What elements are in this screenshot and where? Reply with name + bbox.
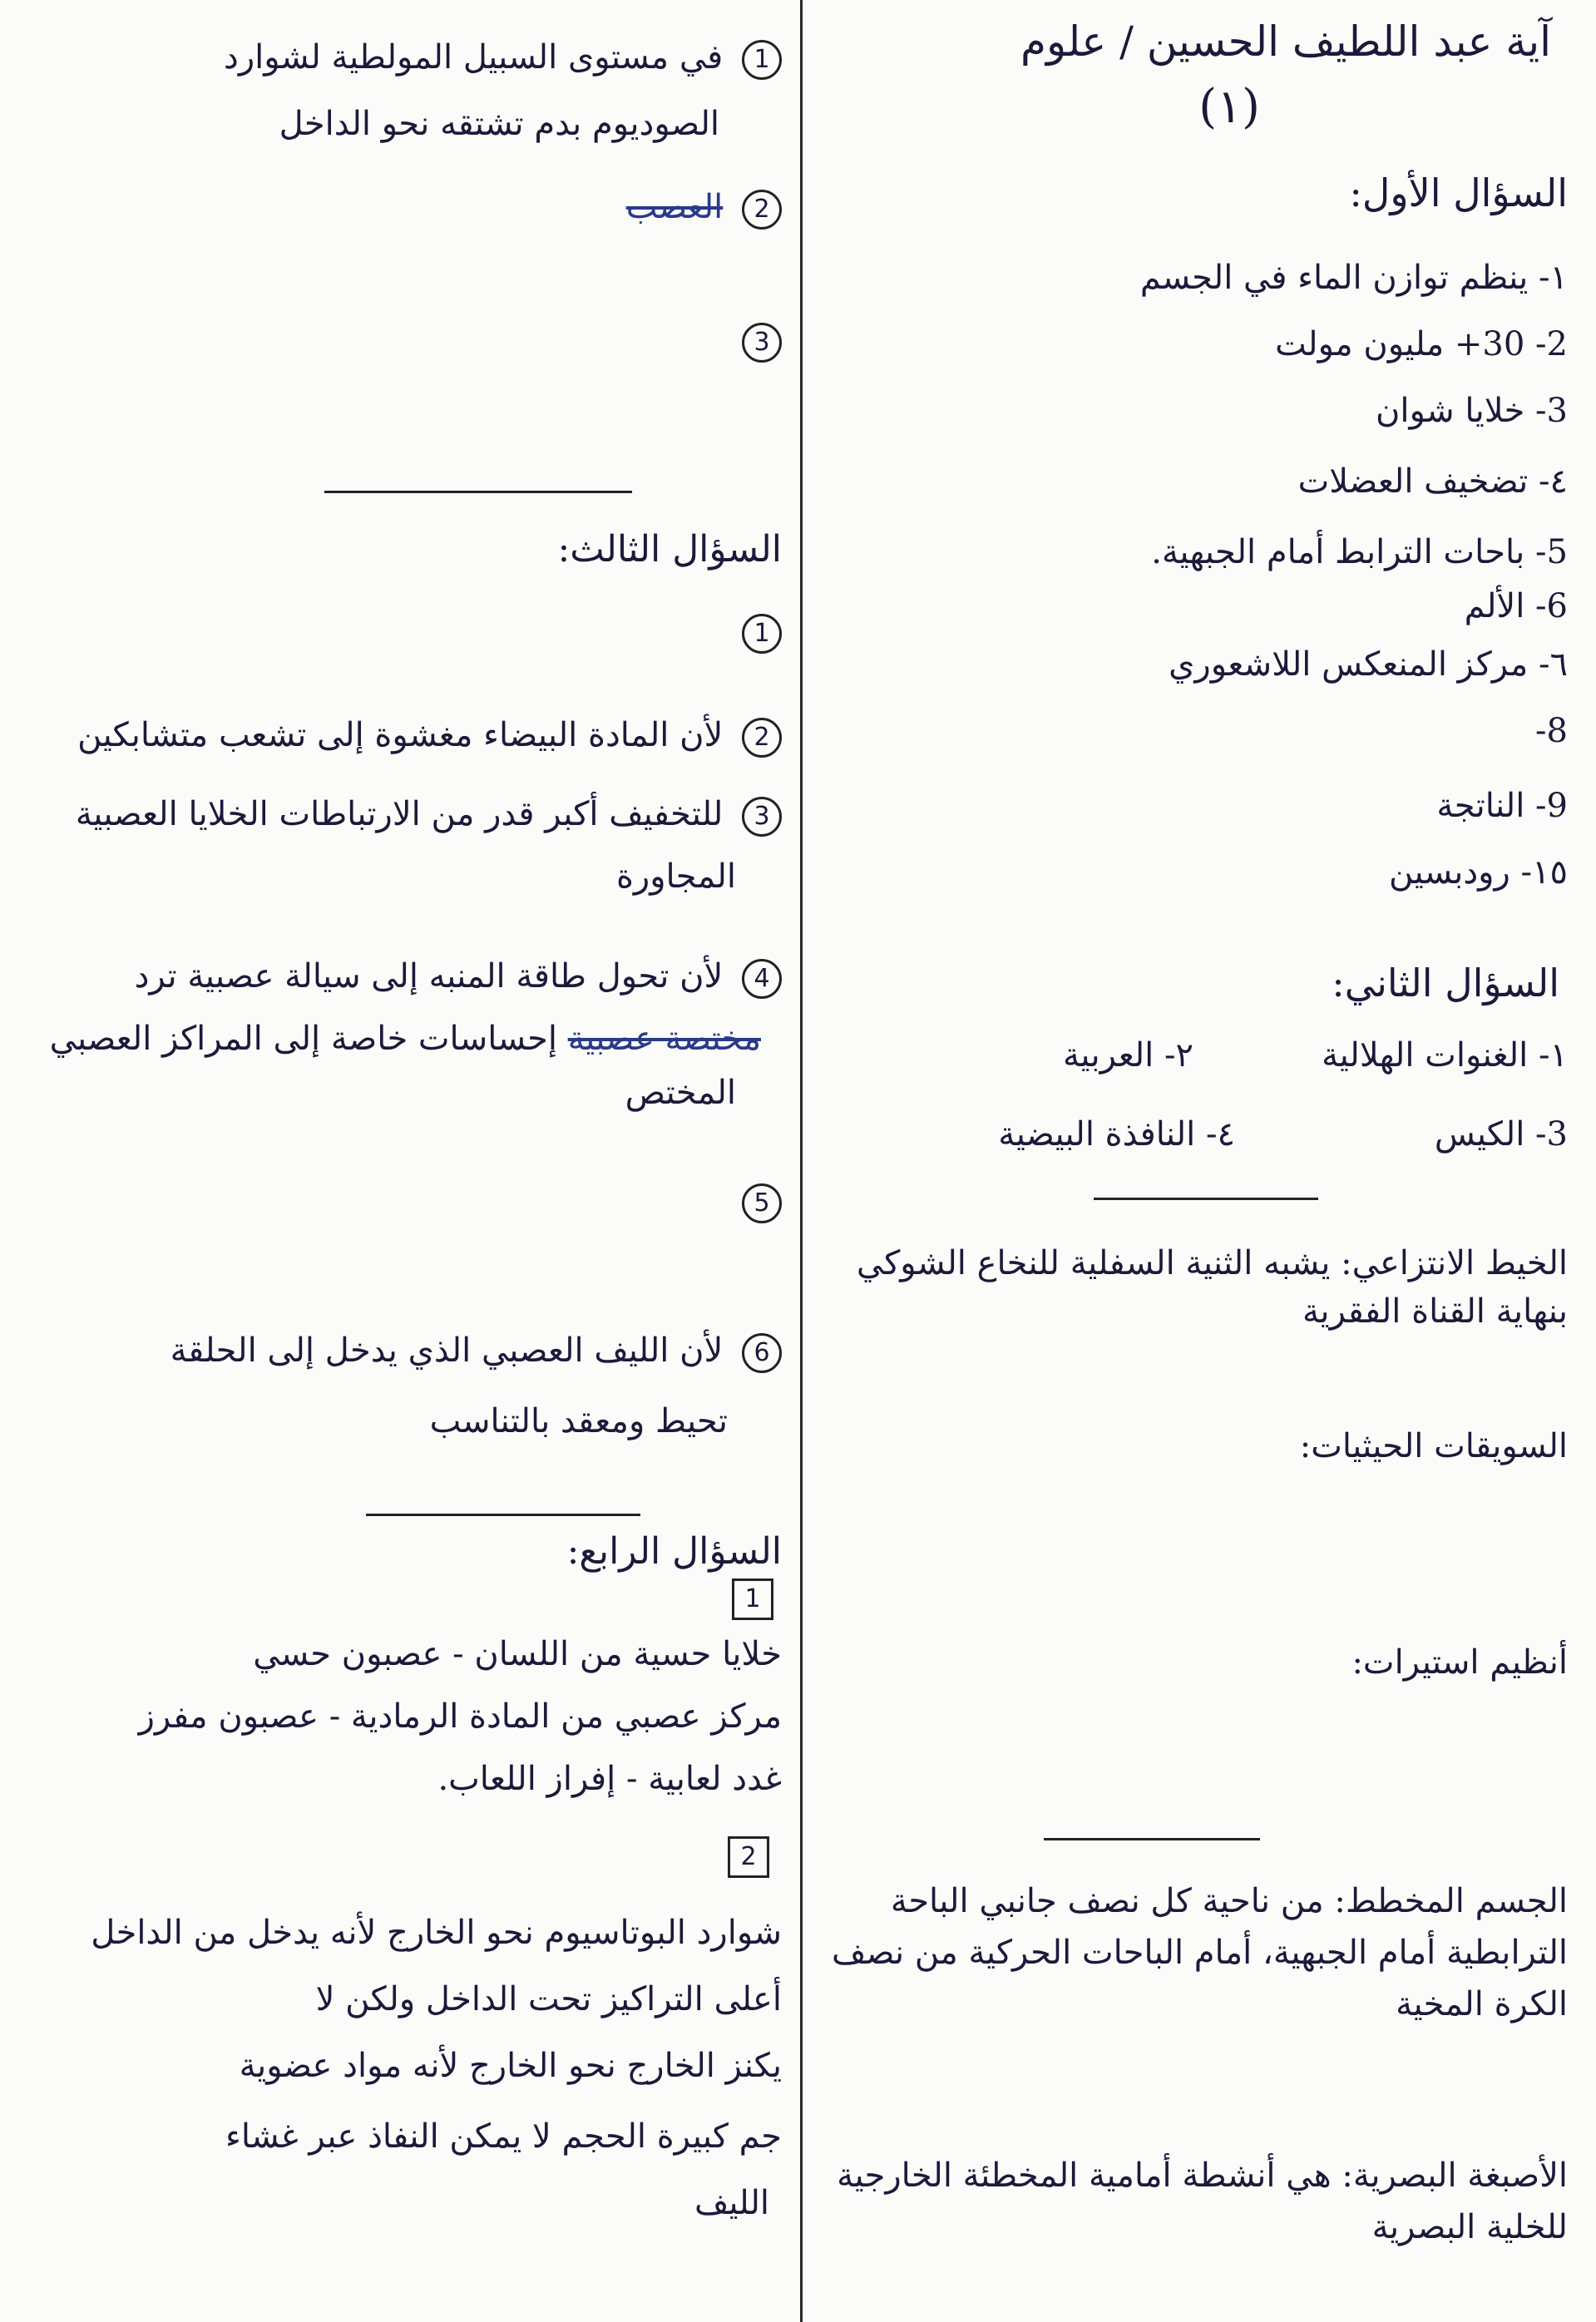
q3-number-6: 6	[742, 1333, 782, 1373]
q4-box-1-wrap	[732, 1576, 773, 1620]
q3-number-3: 3	[742, 797, 782, 837]
q4-part2-line-2: أعلى التراكيز تحت الداخل ولكن لا	[315, 1980, 782, 2018]
q1-title: السؤال الأول:	[1349, 170, 1568, 215]
sense-number-1: 1	[742, 40, 782, 80]
column-divider	[800, 0, 803, 2322]
q3-answer-2-text: لأن المادة البيضاء مغشوة إلى تشعب متشابكين	[77, 716, 724, 754]
q3-answer-4-line-2	[50, 1019, 761, 1059]
q3-answer-3	[76, 794, 782, 837]
rule-3	[324, 491, 632, 493]
q1-item-10: ١٥- رودبسين	[1389, 853, 1568, 892]
q1-item-8: 8-	[1535, 712, 1568, 750]
sense-answer-3	[734, 320, 782, 363]
struck-word: العصب	[625, 188, 724, 226]
q4-box-2-wrap	[728, 1834, 769, 1878]
q4-box-1: 1	[732, 1578, 773, 1620]
q2-item-4: ٤- النافذة البيضية	[998, 1115, 1235, 1154]
student-name-subject: آية عبد اللطيف الحسين / علوم	[1020, 17, 1551, 66]
q3-number-5: 5	[742, 1183, 782, 1223]
sense-text-2: الصوديوم بدم تشتقه نحو الداخل	[279, 105, 719, 143]
q3-number-4: 4	[742, 959, 782, 999]
q4-part1-line-1: خلايا حسية من اللسان - عصبون حسي	[253, 1635, 782, 1673]
q2-title: السؤال الثاني:	[1332, 961, 1559, 1005]
left-column	[8, 0, 794, 2322]
q1-item-9: 9- الناتجة	[1436, 787, 1568, 825]
q4-part2-line-4: جم كبيرة الحجم لا يمكن النفاذ عبر غشاء	[225, 2117, 782, 2156]
q3-answer-3-text-1: للتخفيف أكبر قدر من الارتباطات الخلايا العصبية	[75, 795, 724, 833]
def-esterase: أنظيم استيرات:	[1351, 1643, 1568, 1682]
q3-answer-5	[734, 1181, 782, 1223]
q4-box-2: 2	[728, 1836, 769, 1878]
def-neural-filament: الخيط الانتزاعي: يشبه الثنية السفلية للنخاع الشوكي بنهاية القناة الفقرية	[856, 1244, 1568, 1331]
sense-answer-2	[626, 187, 782, 230]
q3-answer-4-text-1: لأن تحول طاقة المنبه إلى سيالة عصبية ترد	[134, 957, 724, 995]
q4-part2-line-3: يكنز الخارج نحو الخارج لأنه مواد عضوية	[239, 2047, 782, 2085]
q1-item-3: 3- خلايا شوان	[1376, 392, 1568, 430]
q4-part1-line-2: مركز عصبي من المادة الرمادية - عصبون مفرز	[138, 1697, 782, 1736]
sense-number-3: 3	[742, 323, 782, 363]
rule-2	[1044, 1838, 1260, 1840]
q3-answer-4-text-3: المختص	[625, 1074, 736, 1112]
q4-title: السؤال الرابع:	[566, 1530, 782, 1573]
q3-answer-4	[135, 956, 782, 999]
q4-part2-line-1: شوارد البوتاسيوم نحو الخارج لأنه يدخل من الداخل	[91, 1914, 782, 1952]
q3-answer-3-text-2: المجاورة	[615, 857, 736, 896]
q1-item-1: ١- ينظم توازن الماء في الجسم	[1139, 259, 1568, 297]
q2-item-2: ٢- العربية	[1062, 1036, 1193, 1075]
right-column	[811, 0, 1584, 2322]
q1-item-2: 2- 30+ مليون مولت	[1275, 325, 1568, 363]
q2-item-3: 3- الكيس	[1434, 1115, 1568, 1154]
q1-item-7: ٦- مركز المنعكس اللاشعوري	[1169, 645, 1568, 684]
q3-answer-4-struck: مختصة عصبية	[567, 1020, 761, 1058]
q3-answer-2	[77, 715, 782, 758]
q1-item-4: ٤- تضخيف العضلات	[1297, 462, 1568, 501]
q4-part1-line-3: غدد لعابية - إفراز اللعاب.	[437, 1760, 782, 1798]
q3-answer-6	[170, 1331, 782, 1373]
sense-answer-line	[224, 37, 782, 80]
q3-title: السؤال الثالث:	[557, 528, 782, 571]
q3-answer-4-text-2: إحساسات خاصة إلى المراكز العصبي	[49, 1020, 557, 1058]
def-visual-pigments: الأصبغة البصرية: هي أنشطة أمامية المخطئة الخارجية للخلية البصرية	[837, 2156, 1568, 2246]
q1-item-6: 6- الألم	[1464, 587, 1568, 625]
q3-answer-6-text-1: لأن الليف العصبي الذي يدخل إلى الحلقة	[170, 1331, 724, 1370]
q3-number-1: 1	[742, 614, 782, 654]
def-striate-body: الجسم المخطط: من ناحية كل نصف جانبي الباحة الترابطية أمام الجبهية، أمام الباحات الحركية من نصف الكرة المخية	[831, 1882, 1568, 2023]
q3-number-2: 2	[742, 718, 782, 758]
q3-answer-6-text-2: تحيط ومعقد بالتناسب	[429, 1402, 728, 1440]
def-dendrites: السويقات الحيثيات:	[1299, 1427, 1568, 1465]
q1-item-5: 5- باحات الترابط أمام الجبهية.	[1151, 533, 1568, 571]
q2-item-1: ١- الغنوات الهلالية	[1322, 1036, 1568, 1075]
q3-answer-1	[734, 611, 782, 654]
sense-text-1: في مستوى السبيل المولطية لشوارد	[224, 38, 724, 77]
sense-number-2: 2	[742, 190, 782, 230]
page-number: (١)	[1198, 80, 1260, 134]
rule-1	[1094, 1198, 1318, 1200]
q4-part2-line-5: الليف	[694, 2184, 769, 2222]
rule-4	[366, 1514, 640, 1516]
